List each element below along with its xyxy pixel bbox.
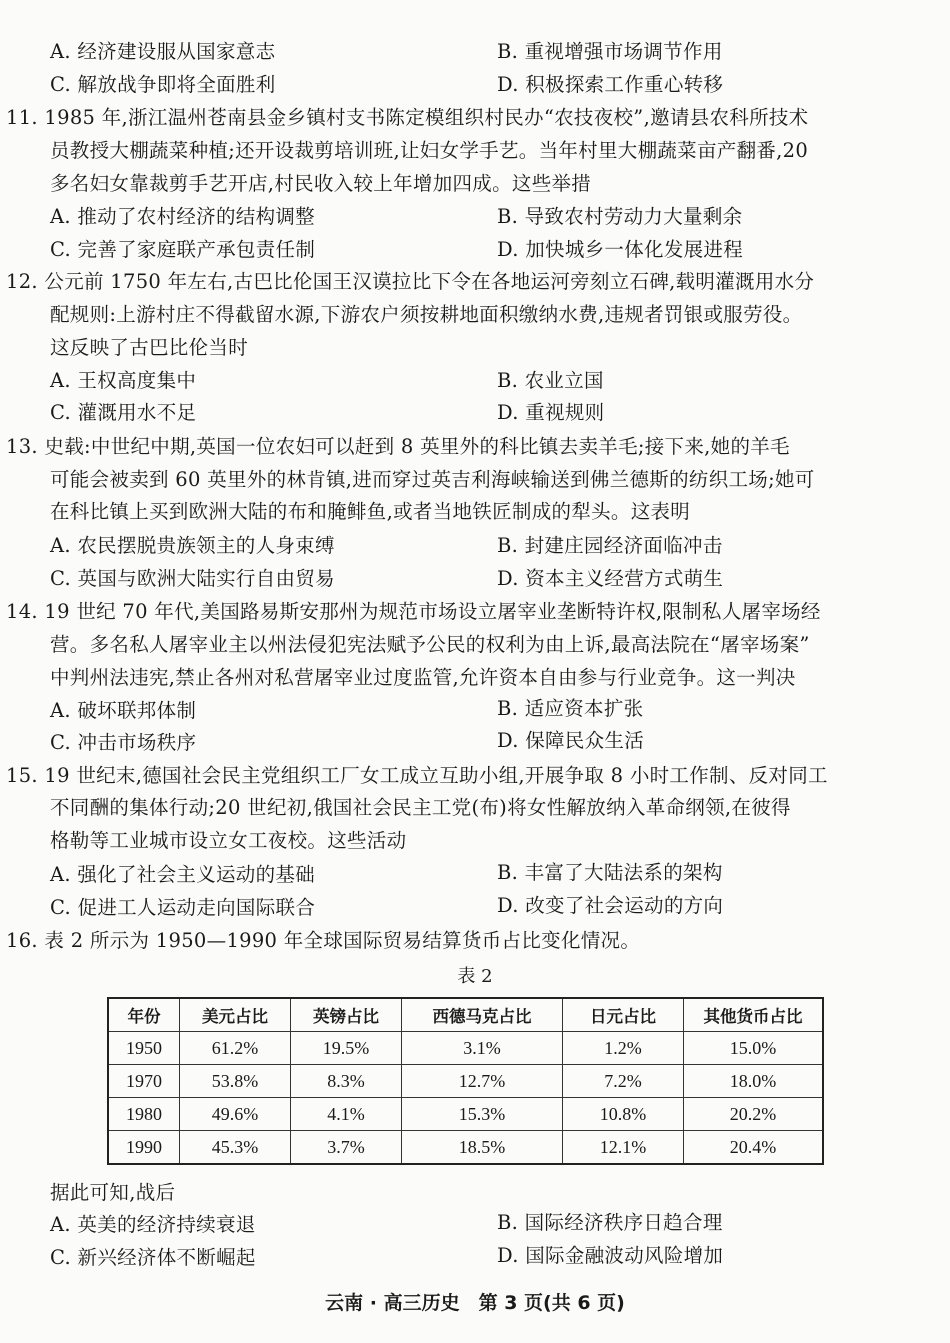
table-cell: 7.2% bbox=[563, 1065, 684, 1098]
q16-option-b: B. 国际经济秩序日趋合理 bbox=[497, 1211, 723, 1234]
q15-option-a: A. 强化了社会主义运动的基础 bbox=[50, 863, 315, 886]
q14-option-c: C. 冲击市场秩序 bbox=[50, 731, 197, 754]
q12-stem-line: 12. 公元前 1750 年左右,古巴比伦国王汉谟拉比下令在各地运河旁刻立石碑,载明灌溉用水分 bbox=[6, 270, 815, 293]
header-cell: 其他货币占比 bbox=[684, 998, 824, 1032]
header-cell: 年份 bbox=[108, 998, 180, 1032]
table-header-row bbox=[108, 998, 823, 1032]
q12-stem-line: 这反映了古巴比伦当时 bbox=[50, 336, 249, 359]
q10-option-a: A. 经济建设服从国家意志 bbox=[50, 40, 276, 63]
table-cell: 3.1% bbox=[402, 1032, 563, 1065]
q12-option-b: B. 农业立国 bbox=[497, 369, 604, 392]
table-cell: 20.2% bbox=[684, 1098, 824, 1131]
table-cell: 1.2% bbox=[563, 1032, 684, 1065]
table-cell: 12.1% bbox=[563, 1131, 684, 1165]
q11-stem-line: 多名妇女靠裁剪手艺开店,村民收入较上年增加四成。这些举措 bbox=[50, 172, 592, 195]
table-cell: 4.1% bbox=[291, 1098, 402, 1131]
q13-stem-line: 可能会被卖到 60 英里外的林肯镇,进而穿过英吉利海峡输送到佛兰德斯的纺织工场;她可 bbox=[50, 468, 815, 491]
q10-option-b: B. 重视增强市场调节作用 bbox=[497, 40, 723, 63]
q16-stem-line: 16. 表 2 所示为 1950—1990 年全球国际贸易结算货币占比变化情况。 bbox=[6, 929, 641, 952]
table-cell: 45.3% bbox=[180, 1131, 291, 1165]
table-cell: 20.4% bbox=[684, 1131, 824, 1165]
q15-stem-line: 格勒等工业城市设立女工夜校。这些活动 bbox=[50, 829, 407, 852]
table-cell: 1980 bbox=[108, 1098, 180, 1131]
table-row bbox=[108, 1098, 823, 1131]
table-cell: 1950 bbox=[108, 1032, 180, 1065]
q12-stem-line: 配规则:上游村庄不得截留水源,下游农户须按耕地面积缴纳水费,违规者罚银或服劳役。 bbox=[50, 303, 803, 326]
table-cell: 10.8% bbox=[563, 1098, 684, 1131]
table-cell: 1990 bbox=[108, 1131, 180, 1165]
q10-option-c: C. 解放战争即将全面胜利 bbox=[50, 73, 276, 96]
q11-option-b: B. 导致农村劳动力大量剩余 bbox=[497, 205, 743, 228]
header-cell: 美元占比 bbox=[180, 998, 291, 1032]
q14-stem-line: 中判州法违宪,禁止各州对私营屠宰业过度监管,允许资本自由参与行业竞争。这一判决 bbox=[50, 666, 796, 689]
q13-stem-line: 在科比镇上买到欧洲大陆的布和腌鲱鱼,或者当地铁匠制成的犁头。这表明 bbox=[50, 500, 691, 523]
table-cell: 19.5% bbox=[291, 1032, 402, 1065]
header-cell: 西德马克占比 bbox=[402, 998, 563, 1032]
q11-stem-line: 员教授大棚蔬菜种植;还开设裁剪培训班,让妇女学手艺。当年村里大棚蔬菜亩产翻番,20 bbox=[50, 139, 809, 162]
q13-option-d: D. 资本主义经营方式萌生 bbox=[497, 567, 724, 590]
table-cell: 61.2% bbox=[180, 1032, 291, 1065]
q14-option-a: A. 破坏联邦体制 bbox=[50, 699, 197, 722]
table-row bbox=[108, 1065, 823, 1098]
table-cell: 1970 bbox=[108, 1065, 180, 1098]
table-cell: 53.8% bbox=[180, 1065, 291, 1098]
q15-option-b: B. 丰富了大陆法系的架构 bbox=[497, 861, 723, 884]
q14-option-d: D. 保障民众生活 bbox=[497, 729, 645, 752]
currency-share-table bbox=[107, 997, 824, 1165]
q16-option-c: C. 新兴经济体不断崛起 bbox=[50, 1246, 256, 1269]
q15-stem-line: 15. 19 世纪末,德国社会民主党组织工厂女工成立互助小组,开展争取 8 小时工作制、反对同工 bbox=[6, 764, 828, 787]
table-cell: 15.3% bbox=[402, 1098, 563, 1131]
q13-option-b: B. 封建庄园经济面临冲击 bbox=[497, 534, 723, 557]
q16-followup: 据此可知,战后 bbox=[50, 1181, 176, 1204]
table-cell: 18.5% bbox=[402, 1131, 563, 1165]
q13-option-c: C. 英国与欧洲大陆实行自由贸易 bbox=[50, 567, 335, 590]
q16-option-a: A. 英美的经济持续衰退 bbox=[50, 1213, 256, 1236]
table-cell: 18.0% bbox=[684, 1065, 824, 1098]
q14-stem-line: 14. 19 世纪 70 年代,美国路易斯安那州为规范市场设立屠宰业垄断特许权,限制私人屠宰场经 bbox=[6, 600, 821, 623]
q15-option-c: C. 促进工人运动走向国际联合 bbox=[50, 896, 316, 919]
q10-option-d: D. 积极探索工作重心转移 bbox=[497, 73, 724, 96]
q11-option-d: D. 加快城乡一体化发展进程 bbox=[497, 238, 744, 261]
q15-stem-line: 不同酬的集体行动;20 世纪初,俄国社会民主工党(布)将女性解放纳入革命纲领,在彼得 bbox=[50, 796, 791, 819]
table-cell: 12.7% bbox=[402, 1065, 563, 1098]
table-row bbox=[108, 1032, 823, 1065]
q12-option-a: A. 王权高度集中 bbox=[50, 369, 197, 392]
table-cell: 49.6% bbox=[180, 1098, 291, 1131]
q11-stem-line: 11. 1985 年,浙江温州苍南县金乡镇村支书陈定模组织村民办“农技夜校”,邀请县农科所技术 bbox=[6, 106, 809, 129]
header-cell: 日元占比 bbox=[563, 998, 684, 1032]
table-row bbox=[108, 1131, 823, 1165]
q12-option-d: D. 重视规则 bbox=[497, 401, 605, 424]
q16-option-d: D. 国际金融波动风险增加 bbox=[497, 1244, 724, 1267]
q11-option-c: C. 完善了家庭联产承包责任制 bbox=[50, 238, 316, 261]
table-cell: 3.7% bbox=[291, 1131, 402, 1165]
table-caption: 表 2 bbox=[457, 966, 493, 987]
q14-stem-line: 营。多名私人屠宰业主以州法侵犯宪法赋予公民的权利为由上诉,最高法院在“屠宰场案” bbox=[50, 633, 810, 656]
table-cell: 8.3% bbox=[291, 1065, 402, 1098]
q13-option-a: A. 农民摆脱贵族领主的人身束缚 bbox=[50, 534, 335, 557]
table-cell: 15.0% bbox=[684, 1032, 824, 1065]
header-cell: 英镑占比 bbox=[291, 998, 402, 1032]
q13-stem-line: 13. 史载:中世纪中期,英国一位农妇可以赶到 8 英里外的科比镇去卖羊毛;接下来,她的羊毛 bbox=[6, 435, 790, 458]
q11-option-a: A. 推动了农村经济的结构调整 bbox=[50, 205, 315, 228]
page-footer: 云南 · 高三历史 第 3 页(共 6 页) bbox=[325, 1292, 625, 1314]
q12-option-c: C. 灌溉用水不足 bbox=[50, 401, 197, 424]
q15-option-d: D. 改变了社会运动的方向 bbox=[497, 894, 724, 917]
q14-option-b: B. 适应资本扩张 bbox=[497, 697, 644, 720]
